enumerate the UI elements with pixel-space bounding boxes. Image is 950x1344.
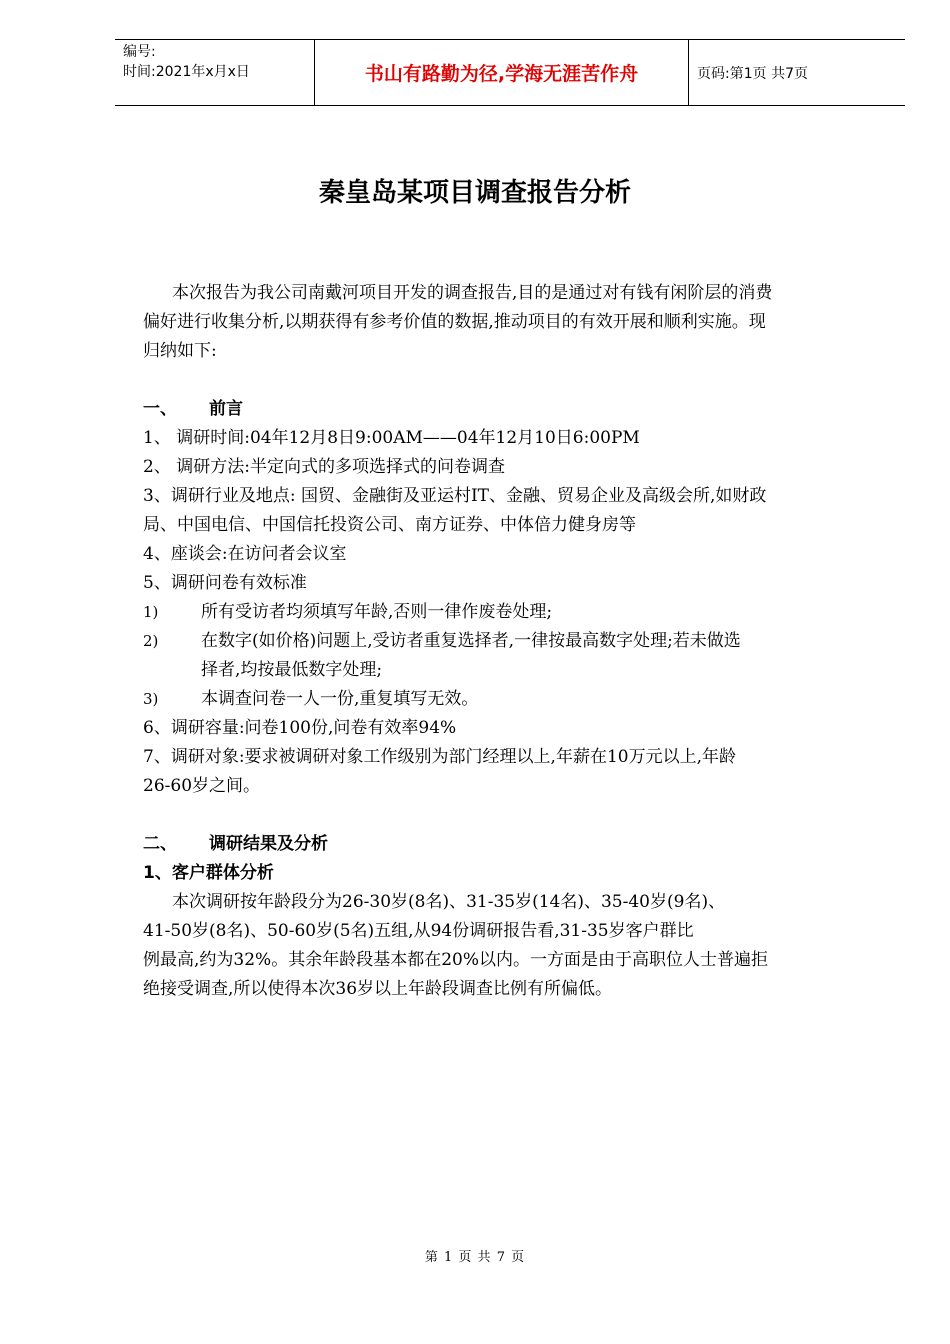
document-header [115, 39, 905, 106]
criteria-text: 在数字(如价格)问题上,受访者重复选择者,一律按最高数字处理;若未做选 [201, 631, 741, 651]
document-title: 秦皇岛某项目调查报告分析 [318, 178, 631, 208]
criteria-item [143, 627, 888, 656]
header-motto: 书山有路勤为径,学海无涯苦作舟 [315, 40, 689, 105]
section1-title: 前言 [209, 399, 243, 419]
paragraph-line: 绝接受调查,所以使得本次36岁以上年龄段调查比例有所偏低。 [143, 979, 613, 999]
section2-heading [143, 830, 888, 859]
intro-line: 偏好进行收集分析,以期获得有参考价值的数据,推动项目的有效开展和顺利实施。现 [143, 312, 766, 332]
list-item: 3、调研行业及地点: 国贸、金融街及亚运村IT、金融、贸易企业及高级会所,如财政 [143, 486, 767, 506]
section1-heading [143, 395, 888, 424]
criteria-item [143, 598, 888, 627]
list-item: 2、 调研方法:半定向式的多项选择式的问卷调查 [143, 457, 505, 477]
list-item: 局、中国电信、中国信托投资公司、南方证券、中体倍力健身房等 [143, 515, 636, 535]
time-label: 时间:2021年x月x日 [123, 64, 250, 80]
subsection-title: 1、客户群体分析 [143, 863, 274, 883]
list-item: 5、调研问卷有效标准 [143, 573, 307, 593]
intro-line: 归纳如下: [143, 341, 217, 361]
section1-number: 一、 [143, 399, 177, 419]
criteria-number: 2) [143, 632, 159, 650]
criteria-number: 3) [143, 690, 159, 708]
paragraph-line: 41-50岁(8名)、50-60岁(5名)五组,从94份调研报告看,31-35岁客户群比 [143, 921, 694, 941]
section2-number: 二、 [143, 834, 177, 854]
list-item: 6、调研容量:问卷100份,问卷有效率94% [143, 718, 457, 738]
criteria-continuation: 择者,均按最低数字处理; [201, 660, 383, 680]
list-item: 26-60岁之间。 [143, 776, 261, 796]
header-page-label: 页码:第1页 共7页 [697, 65, 808, 82]
document-body [143, 279, 888, 1004]
paragraph-line: 本次调研按年龄段分为26-30岁(8名)、31-35岁(14名)、35-40岁(9名)、 [172, 892, 726, 912]
header-meta [115, 40, 315, 105]
paragraph-line: 例最高,约为32%。其余年龄段基本都在20%以内。一方面是由于高职位人士普遍拒 [143, 950, 768, 970]
list-item: 1、 调研时间:04年12月8日9:00AM——04年12月10日6:00PM [143, 428, 640, 448]
list-item: 4、座谈会:在访问者会议室 [143, 544, 347, 564]
page-footer: 第 1 页 共 7 页 [424, 1250, 526, 1265]
criteria-text: 本调查问卷一人一份,重复填写无效。 [201, 689, 479, 709]
serial-label: 编号: [123, 44, 156, 60]
list-item: 7、调研对象:要求被调研对象工作级别为部门经理以上,年薪在10万元以上,年龄 [143, 747, 736, 767]
criteria-text: 所有受访者均须填写年龄,否则一律作废卷处理; [201, 602, 553, 622]
section2-title: 调研结果及分析 [209, 834, 328, 854]
criteria-item [143, 685, 888, 714]
intro-line: 本次报告为我公司南戴河项目开发的调查报告,目的是通过对有钱有闲阶层的消费 [172, 283, 773, 303]
criteria-number: 1) [143, 603, 159, 621]
